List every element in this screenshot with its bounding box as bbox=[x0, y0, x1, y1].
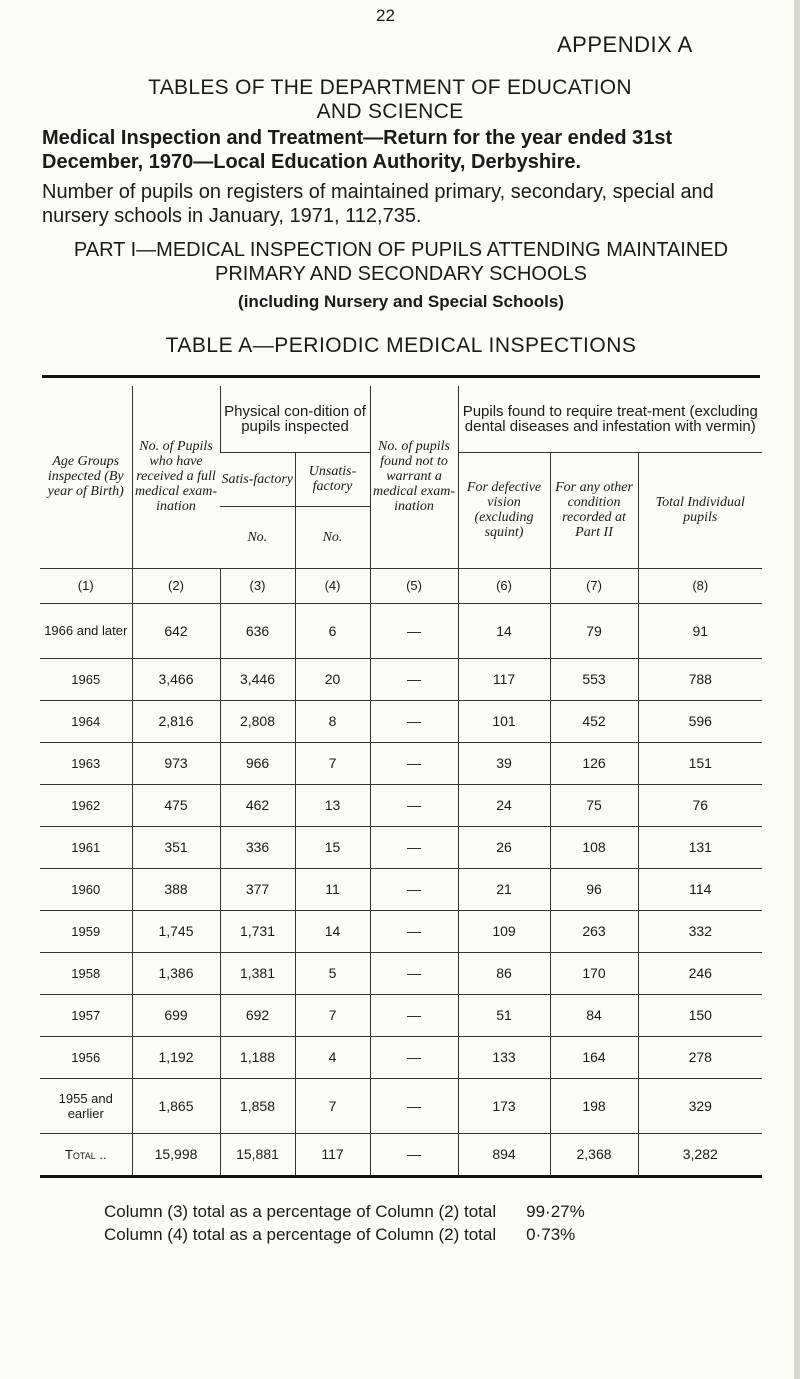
cell-vision: 39 bbox=[458, 742, 550, 784]
table-row bbox=[40, 1036, 762, 1078]
department-title-line-1: TABLES OF THE DEPARTMENT OF EDUCATION bbox=[148, 76, 632, 99]
total-other: 2,368 bbox=[550, 1133, 638, 1176]
cell-vision: 26 bbox=[458, 826, 550, 868]
cell-total: 596 bbox=[638, 700, 762, 742]
table-row bbox=[40, 952, 762, 994]
cell-vision: 14 bbox=[458, 603, 550, 658]
header-not-warrant: No. of pupils found not to warrant a medical exam-ination bbox=[370, 386, 458, 568]
footnote-column-4 bbox=[104, 1223, 585, 1246]
cell-unsatisfactory: 14 bbox=[295, 910, 370, 952]
cell-vision: 109 bbox=[458, 910, 550, 952]
cell-examined: 388 bbox=[132, 868, 220, 910]
table-row bbox=[40, 910, 762, 952]
cell-year: 1963 bbox=[40, 742, 132, 784]
cell-satisfactory: 377 bbox=[220, 868, 295, 910]
footnotes bbox=[104, 1200, 585, 1246]
cell-vision: 117 bbox=[458, 658, 550, 700]
cell-examined: 2,816 bbox=[132, 700, 220, 742]
header-pupils-examined: No. of Pupils who have received a full medical exam-ination bbox=[132, 386, 220, 568]
header-age-groups: Age Groups inspected (By year of Birth) bbox=[47, 454, 124, 500]
cell-satisfactory: 636 bbox=[220, 603, 295, 658]
total-vision: 894 bbox=[458, 1133, 550, 1176]
cell-total: 332 bbox=[638, 910, 762, 952]
cell-vision: 24 bbox=[458, 784, 550, 826]
cell-other: 452 bbox=[550, 700, 638, 742]
cell-vision: 86 bbox=[458, 952, 550, 994]
cell-total: 131 bbox=[638, 826, 762, 868]
total-row bbox=[40, 1133, 762, 1176]
cell-satisfactory: 2,808 bbox=[220, 700, 295, 742]
cell-year: 1956 bbox=[40, 1036, 132, 1078]
table-header bbox=[40, 386, 762, 568]
cell-other: 170 bbox=[550, 952, 638, 994]
table-row bbox=[40, 868, 762, 910]
total-satisfactory: 15,881 bbox=[220, 1133, 295, 1176]
return-description: Medical Inspection and Treatment—Return for the year ended 31st December, 1970—Local Education Authority, Derbyshire. bbox=[42, 127, 673, 173]
cell-satisfactory: 462 bbox=[220, 784, 295, 826]
column-number: (8) bbox=[638, 568, 762, 603]
cell-unsatisfactory: 4 bbox=[295, 1036, 370, 1078]
cell-other: 263 bbox=[550, 910, 638, 952]
cell-examined: 351 bbox=[132, 826, 220, 868]
cell-examined: 1,745 bbox=[132, 910, 220, 952]
cell-total: 114 bbox=[638, 868, 762, 910]
column-number: (6) bbox=[458, 568, 550, 603]
cell-other: 553 bbox=[550, 658, 638, 700]
cell-unsatisfactory: 13 bbox=[295, 784, 370, 826]
footnote-value: 0·73% bbox=[526, 1225, 576, 1244]
registers-description: Number of pupils on registers of maintained primary, secondary, special and nursery schools in January, 1971, 112,735. bbox=[42, 181, 714, 227]
cell-other: 75 bbox=[550, 784, 638, 826]
cell-examined: 1,865 bbox=[132, 1078, 220, 1133]
cell-year: 1962 bbox=[40, 784, 132, 826]
cell-examined: 1,386 bbox=[132, 952, 220, 994]
cell-satisfactory: 336 bbox=[220, 826, 295, 868]
cell-unsatisfactory: 7 bbox=[295, 994, 370, 1036]
cell-year: 1957 bbox=[40, 994, 132, 1036]
cell-unsatisfactory: 8 bbox=[295, 700, 370, 742]
total-total: 3,282 bbox=[638, 1133, 762, 1176]
cell-vision: 51 bbox=[458, 994, 550, 1036]
cell-total: 150 bbox=[638, 994, 762, 1036]
cell-unsatisfactory: 6 bbox=[295, 603, 370, 658]
cell-satisfactory: 966 bbox=[220, 742, 295, 784]
medical-inspections-table bbox=[40, 386, 762, 1178]
cell-other: 108 bbox=[550, 826, 638, 868]
header-no-satisfactory: No. bbox=[220, 506, 295, 568]
cell-not-warrant: — bbox=[370, 1036, 458, 1078]
cell-not-warrant: — bbox=[370, 994, 458, 1036]
cell-other: 126 bbox=[550, 742, 638, 784]
cell-satisfactory: 1,188 bbox=[220, 1036, 295, 1078]
cell-vision: 133 bbox=[458, 1036, 550, 1078]
cell-other: 79 bbox=[550, 603, 638, 658]
column-number: (5) bbox=[370, 568, 458, 603]
cell-vision: 101 bbox=[458, 700, 550, 742]
cell-satisfactory: 1,858 bbox=[220, 1078, 295, 1133]
column-number: (1) bbox=[40, 568, 132, 603]
cell-satisfactory: 1,731 bbox=[220, 910, 295, 952]
cell-satisfactory: 3,446 bbox=[220, 658, 295, 700]
cell-not-warrant: — bbox=[370, 603, 458, 658]
cell-year: 1964 bbox=[40, 700, 132, 742]
department-title bbox=[100, 76, 680, 124]
column-number: (4) bbox=[295, 568, 370, 603]
header-unsatisfactory: Unsatis-factory bbox=[295, 452, 370, 506]
page-number: 22 bbox=[376, 6, 395, 25]
cell-examined: 642 bbox=[132, 603, 220, 658]
table-title: TABLE A—PERIODIC MEDICAL INSPECTIONS bbox=[165, 334, 637, 357]
including-note: (including Nursery and Special Schools) bbox=[238, 292, 564, 311]
header-total-individual: Total Individual pupils bbox=[638, 452, 762, 568]
cell-not-warrant: — bbox=[370, 868, 458, 910]
cell-other: 96 bbox=[550, 868, 638, 910]
cell-total: 329 bbox=[638, 1078, 762, 1133]
cell-not-warrant: — bbox=[370, 700, 458, 742]
table-row bbox=[40, 603, 762, 658]
table-row bbox=[40, 784, 762, 826]
cell-examined: 475 bbox=[132, 784, 220, 826]
cell-unsatisfactory: 5 bbox=[295, 952, 370, 994]
cell-not-warrant: — bbox=[370, 658, 458, 700]
appendix-label: APPENDIX A bbox=[557, 32, 693, 57]
cell-year: 1959 bbox=[40, 910, 132, 952]
cell-year: 1961 bbox=[40, 826, 132, 868]
cell-not-warrant: — bbox=[370, 784, 458, 826]
column-number: (2) bbox=[132, 568, 220, 603]
table-row bbox=[40, 742, 762, 784]
page-edge-shadow bbox=[794, 0, 800, 1379]
table-row bbox=[40, 1078, 762, 1133]
cell-unsatisfactory: 7 bbox=[295, 742, 370, 784]
cell-unsatisfactory: 7 bbox=[295, 1078, 370, 1133]
cell-examined: 699 bbox=[132, 994, 220, 1036]
cell-total: 76 bbox=[638, 784, 762, 826]
cell-unsatisfactory: 15 bbox=[295, 826, 370, 868]
table-row bbox=[40, 700, 762, 742]
cell-year: 1966 and later bbox=[40, 603, 132, 658]
cell-total: 278 bbox=[638, 1036, 762, 1078]
cell-not-warrant: — bbox=[370, 1078, 458, 1133]
footnote-text: Column (4) total as a percentage of Column (2) total bbox=[104, 1225, 497, 1244]
header-defective-vision: For defective vision (excluding squint) bbox=[458, 452, 550, 568]
total-not-warrant: — bbox=[370, 1133, 458, 1176]
column-number: (3) bbox=[220, 568, 295, 603]
cell-satisfactory: 692 bbox=[220, 994, 295, 1036]
cell-year: 1960 bbox=[40, 868, 132, 910]
table-row bbox=[40, 658, 762, 700]
cell-other: 164 bbox=[550, 1036, 638, 1078]
cell-year: 1958 bbox=[40, 952, 132, 994]
table-top-rule bbox=[42, 375, 760, 378]
header-satisfactory: Satis-factory bbox=[220, 452, 295, 506]
column-number: (7) bbox=[550, 568, 638, 603]
cell-examined: 1,192 bbox=[132, 1036, 220, 1078]
cell-other: 198 bbox=[550, 1078, 638, 1133]
cell-satisfactory: 1,381 bbox=[220, 952, 295, 994]
total-examined: 15,998 bbox=[132, 1133, 220, 1176]
cell-not-warrant: — bbox=[370, 742, 458, 784]
department-title-line-2: AND SCIENCE bbox=[316, 100, 464, 123]
total-unsatisfactory: 117 bbox=[295, 1133, 370, 1176]
cell-not-warrant: — bbox=[370, 910, 458, 952]
column-number-row bbox=[40, 568, 762, 603]
footnote-value: 99·27% bbox=[526, 1202, 585, 1221]
total-label: Total .. bbox=[40, 1133, 132, 1176]
cell-examined: 973 bbox=[132, 742, 220, 784]
header-physical-condition: Physical con-dition of pupils inspected bbox=[220, 386, 370, 452]
cell-unsatisfactory: 11 bbox=[295, 868, 370, 910]
cell-total: 788 bbox=[638, 658, 762, 700]
table-body bbox=[40, 568, 762, 1176]
footnote-column-3 bbox=[104, 1200, 585, 1223]
cell-total: 246 bbox=[638, 952, 762, 994]
cell-vision: 21 bbox=[458, 868, 550, 910]
cell-not-warrant: — bbox=[370, 952, 458, 994]
header-other-condition: For any other condition recorded at Part II bbox=[550, 452, 638, 568]
cell-total: 151 bbox=[638, 742, 762, 784]
cell-not-warrant: — bbox=[370, 826, 458, 868]
footnote-text: Column (3) total as a percentage of Column (2) total bbox=[104, 1202, 497, 1221]
header-no-unsatisfactory: No. bbox=[295, 506, 370, 568]
cell-examined: 3,466 bbox=[132, 658, 220, 700]
cell-other: 84 bbox=[550, 994, 638, 1036]
part-title: PART I—MEDICAL INSPECTION OF PUPILS ATTENDING MAINTAINED PRIMARY AND SECONDARY SCHOOLS bbox=[73, 239, 729, 285]
header-pupils-requiring-treatment: Pupils found to require treat-ment (excluding dental diseases and infestation with vermin) bbox=[458, 386, 762, 452]
table-row bbox=[40, 826, 762, 868]
cell-unsatisfactory: 20 bbox=[295, 658, 370, 700]
cell-total: 91 bbox=[638, 603, 762, 658]
cell-year: 1965 bbox=[40, 658, 132, 700]
cell-vision: 173 bbox=[458, 1078, 550, 1133]
cell-year: 1955 and earlier bbox=[40, 1078, 132, 1133]
table-row bbox=[40, 994, 762, 1036]
